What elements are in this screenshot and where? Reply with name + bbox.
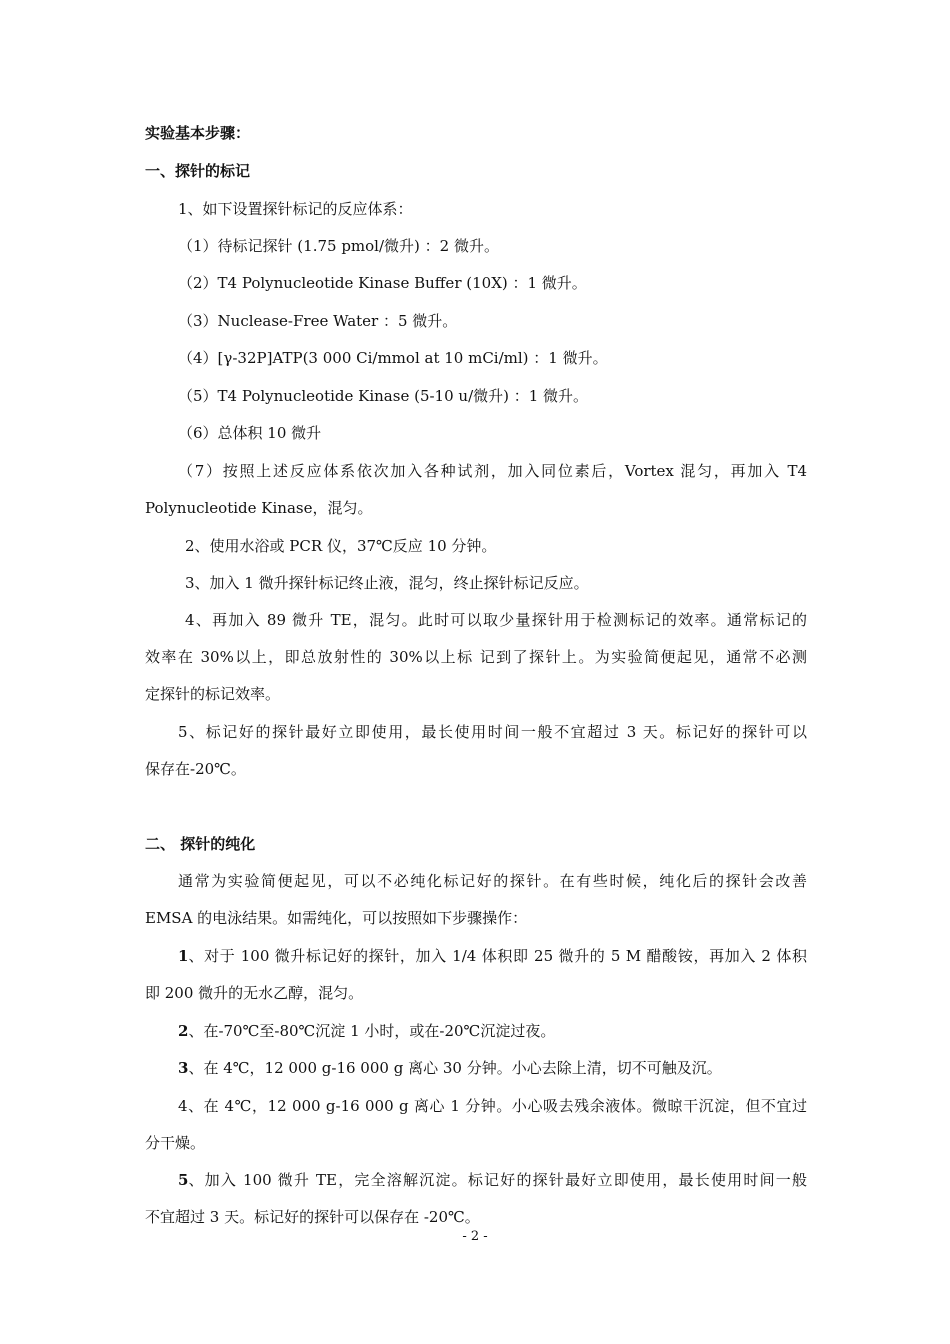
reaction-item-1: （1）待标记探针 (1.75 pmol/微升) ：2 微升。: [178, 237, 499, 255]
section1-step2: 2、使用水浴或 PCR 仪，37℃反应 10 分钟。: [185, 537, 497, 555]
section2-step3: [178, 1058, 722, 1078]
section2-step2-number: 2: [178, 1022, 189, 1040]
section1-step5-line1: 5、标记好的探针最好立即使用，最长使用时间一般不宜超过 3 天。标记好的探针可以: [178, 723, 807, 741]
section2-step2: [178, 1021, 555, 1041]
section2-step5-number: 5: [178, 1171, 189, 1189]
section2-intro-line1: 通常为实验简便起见，可以不必纯化标记好的探针。在有些时候，纯化后的探针会改善: [178, 872, 807, 890]
reaction-item-7-line1: （7）按照上述反应体系依次加入各种试剂，加入同位素后，Vortex 混匀，再加入 T4: [178, 462, 807, 480]
section1-step3: 3、加入 1 微升探针标记终止液，混匀，终止探针标记反应。: [185, 574, 589, 592]
reaction-item-5: （5）T4 Polynucleotide Kinase (5-10 u/微升) ：1 微升。: [178, 387, 589, 405]
section2-step3-text: 、在 4℃，12 000 g-16 000 g 离心 30 分钟。小心去除上清，切不可触及沉。: [188, 1059, 722, 1077]
section2-step1-line2: 即 200 微升的无水乙醇，混匀。: [145, 984, 364, 1002]
document-title: 实验基本步骤：: [145, 124, 251, 142]
section2-intro-line2: EMSA 的电泳结果。如需纯化，可以按照如下步骤操作：: [145, 909, 528, 927]
section2-step4-line1: 4、在 4℃，12 000 g-16 000 g 离心 1 分钟。小心吸去残余液体。微晾干沉淀，但不宜过: [178, 1097, 807, 1115]
section2-step4-line2: 分干燥。: [145, 1134, 206, 1152]
section1-step4-line1: 4、再加入 89 微升 TE，混匀。此时可以取少量探针用于检测标记的效率。通常标记的: [185, 611, 807, 629]
section2-heading: 二、 探针的纯化: [145, 835, 256, 853]
section2-step5-line2: 不宜超过 3 天。标记好的探针可以保存在 -20℃。: [145, 1208, 480, 1226]
section2-step1-line1: [178, 946, 807, 966]
reaction-item-4: （4）[γ-32P]ATP(3 000 Ci/mmol at 10 mCi/ml) ：1 微升。: [178, 349, 608, 367]
section2-step2-text: 、在-70℃至-80℃沉淀 1 小时，或在-20℃沉淀过夜。: [188, 1022, 556, 1040]
reaction-item-6: （6）总体积 10 微升: [178, 424, 322, 442]
section2-step5-line1: [178, 1170, 807, 1190]
reaction-item-3: （3）Nuclease-Free Water ：5 微升。: [178, 312, 458, 330]
section1-step4-line2: 效率在 30%以上，即总放射性的 30%以上标 记到了探针上。为实验简便起见，通常不必测: [145, 648, 807, 666]
section1-heading: 一、探针的标记: [145, 162, 251, 180]
reaction-item-2: （2）T4 Polynucleotide Kinase Buffer (10X) ：1 微升。: [178, 274, 587, 292]
page-number: - 2 -: [462, 1229, 488, 1244]
section2-step5-text: 、加入 100 微升 TE，完全溶解沉淀。标记好的探针最好立即使用，最长使用时间一般: [188, 1171, 807, 1189]
reaction-item-7-line2: Polynucleotide Kinase，混匀。: [145, 499, 373, 517]
section2-step3-number: 3: [178, 1059, 189, 1077]
section2-step1-number: 1: [178, 947, 189, 965]
section1-step4-line3: 定探针的标记效率。: [145, 685, 281, 703]
section1-step5-line2: 保存在-20℃。: [145, 760, 246, 778]
section2-step1-text: 、对于 100 微升标记好的探针，加入 1/4 体积即 25 微升的 5 M 醋酸铵，再加入 2 体积: [188, 947, 807, 965]
section1-step1-intro: 1、如下设置探针标记的反应体系：: [178, 200, 413, 218]
